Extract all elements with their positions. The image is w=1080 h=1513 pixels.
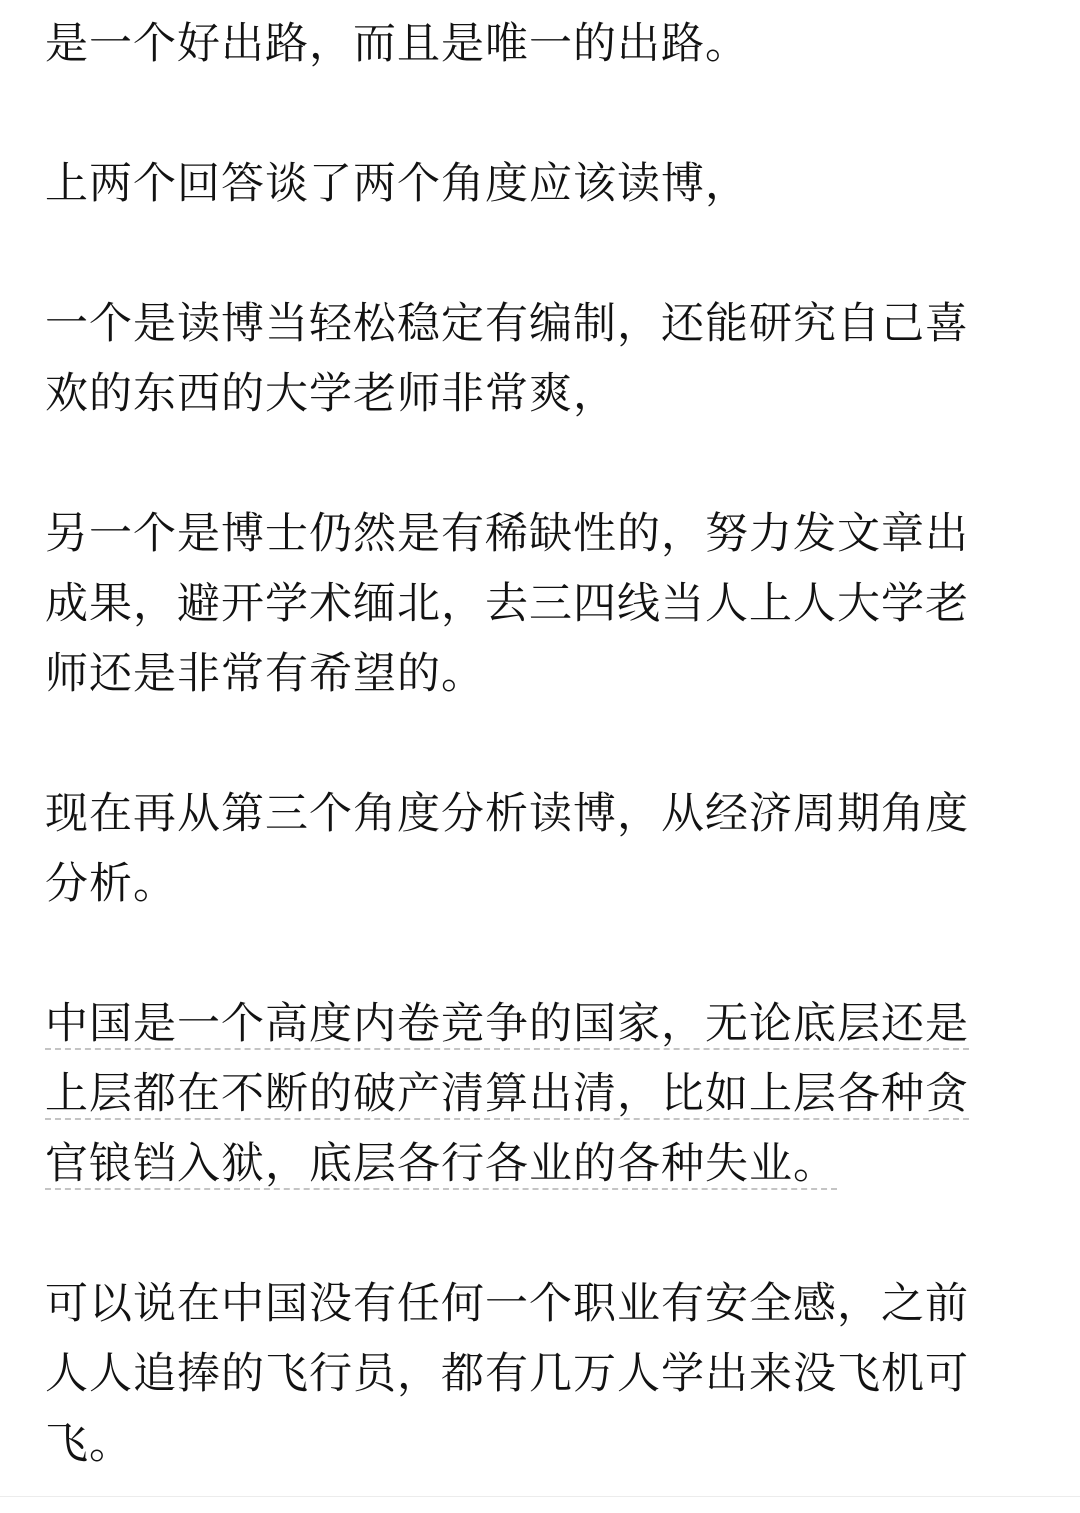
inline-link-text[interactable]: 中国是一个高度内卷竞争的国家，无论底层还是	[45, 999, 969, 1049]
paragraph-gap	[45, 919, 1035, 989]
inline-link-text[interactable]: 官锒铛入狱，底层各行各业的各种失业。	[45, 1139, 837, 1189]
text-line: 飞。	[45, 1419, 133, 1469]
paragraph-gap	[45, 1199, 1035, 1269]
paragraph-2	[45, 149, 1035, 219]
paragraph-6-linked[interactable]	[45, 989, 1035, 1199]
text-line: 另一个是博士仍然是有稀缺性的，努力发文章出	[45, 509, 969, 559]
text-line: 上两个回答谈了两个角度应该读博，	[45, 159, 749, 209]
paragraph-gap	[45, 219, 1035, 289]
paragraph-5	[45, 779, 1035, 919]
paragraph-3	[45, 289, 1035, 429]
answer-body	[45, 9, 1035, 1479]
paragraph-gap	[45, 79, 1035, 149]
paragraph-7	[45, 1269, 1035, 1479]
text-line: 现在再从第三个角度分析读博，从经济周期角度	[45, 789, 969, 839]
paragraph-4	[45, 499, 1035, 709]
text-line: 是一个好出路，而且是唯一的出路。	[45, 19, 749, 69]
text-line: 成果，避开学术缅北，去三四线当人上人大学老	[45, 579, 969, 629]
inline-link-text[interactable]: 上层都在不断的破产清算出清，比如上层各种贪	[45, 1069, 969, 1119]
paragraph-gap	[45, 709, 1035, 779]
paragraph-1	[45, 9, 1035, 79]
bottom-divider	[0, 1496, 1080, 1497]
paragraph-gap	[45, 429, 1035, 499]
text-line: 人人追捧的飞行员，都有几万人学出来没飞机可	[45, 1349, 969, 1399]
text-line: 欢的东西的大学老师非常爽，	[45, 369, 617, 419]
text-line: 可以说在中国没有任何一个职业有安全感，之前	[45, 1279, 969, 1329]
text-line: 一个是读博当轻松稳定有编制，还能研究自己喜	[45, 299, 969, 349]
text-line: 师还是非常有希望的。	[45, 649, 485, 699]
text-line: 分析。	[45, 859, 177, 909]
